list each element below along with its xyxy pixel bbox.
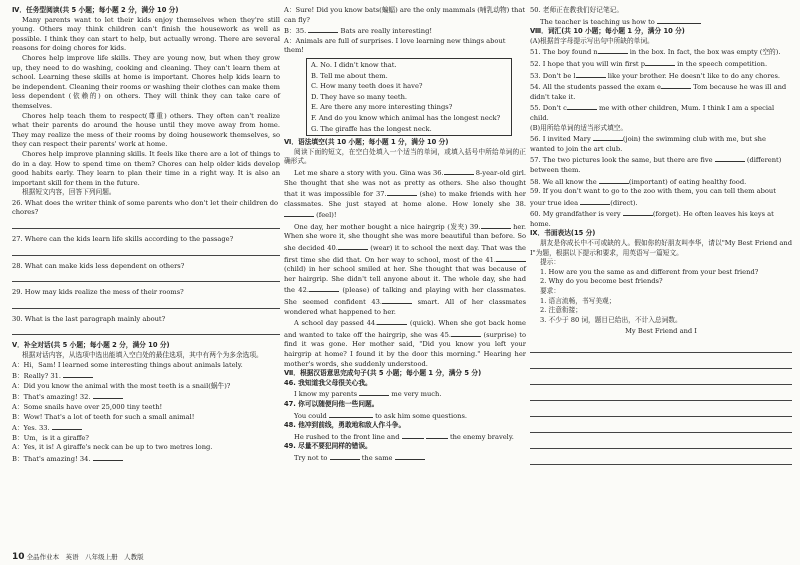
blank-34[interactable] <box>93 453 123 461</box>
dialogue-line: B：That's amazing! 34. <box>12 453 280 465</box>
blank-59[interactable] <box>580 197 610 205</box>
option-item: D. They have so many teeth. <box>311 92 408 101</box>
question-51: 51. The boy found n in the box. In fact, the box was empty (空的). <box>530 48 781 57</box>
grammar-passage-paragraph: One day, her mother bought a nice hairgrip (发夹) 39. her. When she wore it, she thought she was more beautiful than before. So she decided 40. (wear) it to school the next day. That was the first time she did that. On her way to school, most of the 41. (child) in her school smiled at her. She thought that was because of her hairgrip. She didn't tell anyone about it. The whole day, she had the 42. (please) of talking and playing with her classmates. She seemed confident 43. smart. All of her classmates wondered what happened to her. <box>284 222 526 316</box>
question-29: 29. How may kids realize the mess of their rooms? <box>12 288 184 297</box>
requirements-heading: 要求： <box>540 287 561 296</box>
question-58: 58. We all know the (important) of eating healthy food. <box>530 177 747 186</box>
essay-title: My Best Friend and I <box>625 327 697 336</box>
answer-line-30[interactable] <box>12 324 280 335</box>
blank-42[interactable] <box>309 284 339 292</box>
blank-53[interactable] <box>576 70 606 78</box>
question-52: 52. I hope that you will win first p in the speech competition. <box>530 59 768 68</box>
question-48: 48. 他冲到前线，勇敢地和敌人作斗争。 <box>284 421 406 430</box>
dialogue-line: A：Some snails have over 25,000 tiny teeth! <box>12 403 163 411</box>
blank-41[interactable] <box>496 254 526 262</box>
blank-57[interactable] <box>715 154 745 162</box>
section-6-instruction: 阅读下面的短文，在空白处填入一个适当的单词，或填入括号中所给单词的正确形式。 <box>284 147 526 166</box>
page-footer <box>12 552 144 562</box>
column-middle: A：Sure! Did you know bats(蝙蝠) are the only mammals (哺乳动物) that can fly? B：35. Bats are really interesting! A：Animals are full of surprises. I love learning new things about them! A. No. I didn't know that. B. Tell me about them. C. How many teeth does it have? D. They have so many teeth. E. Are there any more interesting things? F. And do you know which animal has the longest neck? G. The giraffe has the longest neck. Ⅵ．语法填空(共 10 小题；每小题 1 分，满分 10 分) 阅读下面的短文，在空白处填入一个适当的单词，或填入括号中所给单词的正确形式。 Let me share a story with you. Gina was 36. 8-year-old girl. She thought that she was not as pretty as others. She also thought that it was impossible for 37. (she) to make friends with her classmates. She just stayed at home alone. How lonely she 38. (feel)! One day, her mother bought a nice hairgrip (发夹) 39. her. When she wore it, she thought she was more beautiful than before. So she decided 40. (wear) it to school the next day. That was the first time she did that. On her way to school, most of the 41. (child) in her school smiled at her. She thought that was because of her hairgrip. She didn't tell anyone about it. The whole day, she had the 42. (please) of talking and playing with her classmates. She seemed confident 43. smart. All of her classmates wondered what happened to her. A school day passed 44. (quick). When she got back home and wanted to take off the hairgrip, she was 45. (surprise) to find it was gone. Her mother said, "Did you know you left your hairgrip at home? I found it by the door this morning." Hearing her mother's words, she suddenly understood. Ⅶ．根据汉语意思完成句子(共 5 小题；每小题 1 分，满分 5 分) 46. 我知道我父母很关心我。 I know my parents me very much. 47. 你可以随便问他一些问题。 You could to ask him some questions. 48. 他冲到前线，勇敢地和敌人作斗争。 He rushed to the front line and the enemy bravely. 49. 尽量不要犯同样的错误。 Try not to the same <box>284 6 526 462</box>
question-46: 46. 我知道我父母很关心我。 <box>284 378 372 387</box>
blank-50[interactable] <box>657 16 701 24</box>
blank-58[interactable] <box>599 176 629 184</box>
option-item: F. And do you know which animal has the longest neck? <box>311 113 501 122</box>
dialogue-line: A：Yes. 33. <box>12 422 280 434</box>
essay-line[interactable] <box>530 449 792 465</box>
answer-line-26[interactable] <box>12 218 280 229</box>
passage-paragraph: Chores help teach them to respect(尊重) others. They often can't realize what their parents do around the house until they move away from home. They may realize the mess of their rooms by doing housework themselves, so they can respect their parents' work at home. <box>12 111 280 149</box>
section-9-title: Ⅸ．书面表达(15 分) <box>530 229 596 238</box>
blank-43[interactable] <box>382 296 412 304</box>
question-60: 60. My grandfather is very (forget). He often leaves his keys at home. <box>530 210 774 228</box>
question-47: 47. 你可以随便问他一些问题。 <box>284 399 379 408</box>
blank-37[interactable] <box>387 188 417 196</box>
answer-line-27[interactable] <box>12 245 280 256</box>
answer-line-28[interactable] <box>12 271 280 282</box>
blank-44[interactable] <box>377 317 407 325</box>
essay-line[interactable] <box>530 369 792 385</box>
option-item: G. The giraffe has the longest neck. <box>311 124 432 133</box>
options-box <box>306 58 512 136</box>
question-59: 59. If you don't want to go to the zoo with them, you can tell them about your true idea (direct). <box>530 187 776 207</box>
blank-49a[interactable] <box>330 452 360 460</box>
option-item: A. No. I didn't know that. <box>311 60 397 69</box>
book-title: 全品作业本 英语 八年级上册 人教版 <box>26 553 144 561</box>
blank-54[interactable] <box>661 81 691 89</box>
question-53: 53. Don't be l like your brother. He doesn't like to do any chores. <box>530 71 781 80</box>
blank-48a[interactable] <box>402 431 424 439</box>
section-5-instruction: 根据对话内容，从选项中选出能填入空白处的最佳选项，其中有两个为多余选项。 <box>22 351 263 360</box>
grammar-passage-paragraph: A school day passed 44. (quick). When she got back home and wanted to take off the hairgrip, she was 45. (surprise) to find it was gone. Her mother said, "Did you know you left your hairgrip at home? I found it by the door this morning." Hearing her mother's words, she suddenly understood. <box>284 319 526 368</box>
dialogue-line: B：35. Bats are really interesting! <box>284 27 433 36</box>
passage-paragraph: Chores help improve life skills. They are young now, but when they grow up, they need to do washing, cooking and cleaning. They can't learn them at school. Learning these skills at home is important. Chores help kids learn to be independent. Cleaning their rooms or washing their clothes can make them less dependent (依赖的) on others. They will think they can take care of themselves. <box>12 53 280 110</box>
writing-prompt: 朋友是你成长中不可或缺的人。假如你的好朋友叫李华，请以"My Best Friend and I"为题，根据以下提示和要求，用英语写一篇短文。 <box>530 239 792 257</box>
blank-60[interactable] <box>623 208 653 216</box>
dialogue-line: A：Animals are full of surprises. I love learning new things about them! <box>284 36 506 55</box>
instruction: 根据短文内容，回答下列问题。 <box>22 188 116 197</box>
tip-item: 2. Why do you become best friends? <box>540 277 663 286</box>
blank-32[interactable] <box>93 391 123 399</box>
essay-line[interactable] <box>530 385 792 401</box>
essay-line[interactable] <box>530 417 792 433</box>
column-right: 50. 老师正在教我们好记笔记。 The teacher is teaching us how to Ⅷ．词汇(共 10 小题；每小题 1 分，满分 10 分) (A)根据首字母提示写出句中所缺的单词。 51. The boy found n in the box. In fact, the box was empty (空的). 52. I hope that you will win first p in the speech competition. 53. Don't be l like your brother. He doesn't like to do any chores. 54. All the students passed the exam e Tom because he was ill and didn't take it. 55. Don't c me with other children, Mum. I think I am a special child. (B)用所给单词的适当形式填空。 56. I invited Mary (join) the swimming club with me, but she wanted to join the art club. 57. The two pictures look the same, but there are five (different) between them. 58. We all know the (important) of eating healthy food. 59. If you don't want to go to the zoo with them, you can tell them about your true idea (direct). 60. My grandfather is very (forget). He often leaves his keys at home. Ⅸ．书面表达(15 分) 朋友是你成长中不可或缺的人。假如你的好朋友叫李华，请以"My Best Friend and I"为题，根据以下提示和要求，用英语写一篇短文。 提示： 1. How are you the same as and different from your best friend? 2. Why do you become best friends? 要求： 1. 语言流畅，书写美观； 2. 注意衔接； 3. 不少于 80 词，题目已给出，不计入总词数。 My Best Friend and I <box>530 6 792 465</box>
blank-55[interactable] <box>567 102 597 110</box>
option-item: C. How many teeth does it have? <box>311 82 423 91</box>
section-7-title: Ⅶ．根据汉语意思完成句子(共 5 小题；每小题 1 分，满分 5 分) <box>284 369 482 378</box>
essay-line[interactable] <box>530 353 792 369</box>
passage-paragraph: Many parents want to let their kids enjoy themselves when they're still young. Others may think children can't finish the housework as well as possible. I think they can start to help, but actually wrong. There are several reasons for doing chores for kids. <box>12 15 280 53</box>
blank-48b[interactable] <box>426 431 448 439</box>
question-50: 50. 老师正在教我们好记笔记。 <box>530 6 624 14</box>
blank-47[interactable] <box>329 410 373 418</box>
question-28: 28. What can make kids less dependent on others? <box>12 261 185 270</box>
blank-36[interactable] <box>444 167 474 175</box>
dialogue-line: A：Did you know the animal with the most teeth is a snail(蜗牛)? <box>12 381 231 390</box>
section-8a-instruction: (A)根据首字母提示写出句中所缺的单词。 <box>530 36 654 45</box>
section-4-title: Ⅳ．任务型阅读(共 5 小题；每小题 2 分，满分 10 分) <box>12 6 179 14</box>
question-49: 49. 尽量不要犯同样的错误。 <box>284 442 372 451</box>
tips-heading: 提示： <box>540 258 561 267</box>
page-number: 10 <box>12 552 25 562</box>
blank-46[interactable] <box>359 388 389 396</box>
question-56: 56. I invited Mary (join) the swimming club with me, but she wanted to join the art club. <box>530 135 766 153</box>
question-26: 26. What does the writer think of some parents who don't let their children do chores? <box>12 198 279 217</box>
section-8b-instruction: (B)用所给单词的适当形式填空。 <box>530 123 628 132</box>
tip-item: 1. How are you the same as and different from your best friend? <box>540 267 759 276</box>
blank-51[interactable] <box>598 46 628 54</box>
dialogue-line: B：Um，is it a giraffe? <box>12 433 89 442</box>
dialogue-line: B：Really? 31. <box>12 370 280 382</box>
blank-31[interactable] <box>63 370 93 378</box>
question-27: 27. Where can the kids learn life skills according to the passage? <box>12 235 234 244</box>
blank-49b[interactable] <box>395 452 425 460</box>
grammar-passage-paragraph: Let me share a story with you. Gina was 36. 8-year-old girl. She thought that she was not as pretty as others. She also thought that it was impossible for 37. (she) to make friends with her classmates. She just stayed at home alone. How lonely she 38. (feel)! <box>284 168 526 220</box>
blank-56[interactable] <box>593 133 623 141</box>
essay-line[interactable] <box>530 401 792 417</box>
question-55: 55. Don't c me with other children, Mum. I think I am a special child. <box>530 104 775 122</box>
blank-52[interactable] <box>645 58 675 66</box>
dialogue-line: A：Yes, it is! A giraffe's neck can be up to two metres long. <box>12 443 213 452</box>
question-54: 54. All the students passed the exam e Tom because he was ill and didn't take it. <box>530 83 787 101</box>
dialogue-line: A：Hi，Sam! I learned some interesting things about animals lately. <box>12 360 243 369</box>
blank-45[interactable] <box>451 329 481 337</box>
requirement-item: 2. 注意衔接； <box>540 306 582 315</box>
essay-line[interactable] <box>530 337 792 353</box>
blank-33[interactable] <box>52 422 82 430</box>
blank-38[interactable] <box>284 209 314 217</box>
answer-line-29[interactable] <box>12 298 280 309</box>
blank-35[interactable] <box>308 25 338 33</box>
blank-39[interactable] <box>481 221 511 229</box>
blank-40[interactable] <box>338 242 368 250</box>
section-5-title: Ⅴ．补全对话(共 5 小题；每小题 2 分，满分 10 分) <box>12 341 170 350</box>
dialogue-line: B：That's amazing! 32. <box>12 391 280 403</box>
question-30: 30. What is the last paragraph mainly about? <box>12 314 166 323</box>
passage-paragraph: Chores help improve planning skills. It feels like there are a lot of things to do in a day. How to spend time on them? Chores can help older kids develop good habits early. They learn to plan their time in a right way. It is also an important skill for them in the future. <box>12 149 280 187</box>
requirement-item: 1. 语言流畅，书写美观； <box>540 296 616 305</box>
question-57: 57. The two pictures look the same, but there are five (different) between them. <box>530 156 782 174</box>
column-left <box>12 6 280 465</box>
essay-line[interactable] <box>530 433 792 449</box>
section-8-title: Ⅷ．词汇(共 10 小题；每小题 1 分，满分 10 分) <box>530 27 685 36</box>
option-item: E. Are there any more interesting things? <box>311 103 453 112</box>
dialogue-line: B：Wow! That's a lot of teeth for such a small animal! <box>12 412 195 421</box>
dialogue-line: A：Sure! Did you know bats(蝙蝠) are the only mammals (哺乳动物) that can fly? <box>284 6 526 24</box>
requirement-item: 3. 不少于 80 词，题目已给出，不计入总词数。 <box>540 315 682 324</box>
option-item: B. Tell me about them. <box>311 71 388 80</box>
section-6-title: Ⅵ．语法填空(共 10 小题；每小题 1 分，满分 10 分) <box>284 138 449 147</box>
